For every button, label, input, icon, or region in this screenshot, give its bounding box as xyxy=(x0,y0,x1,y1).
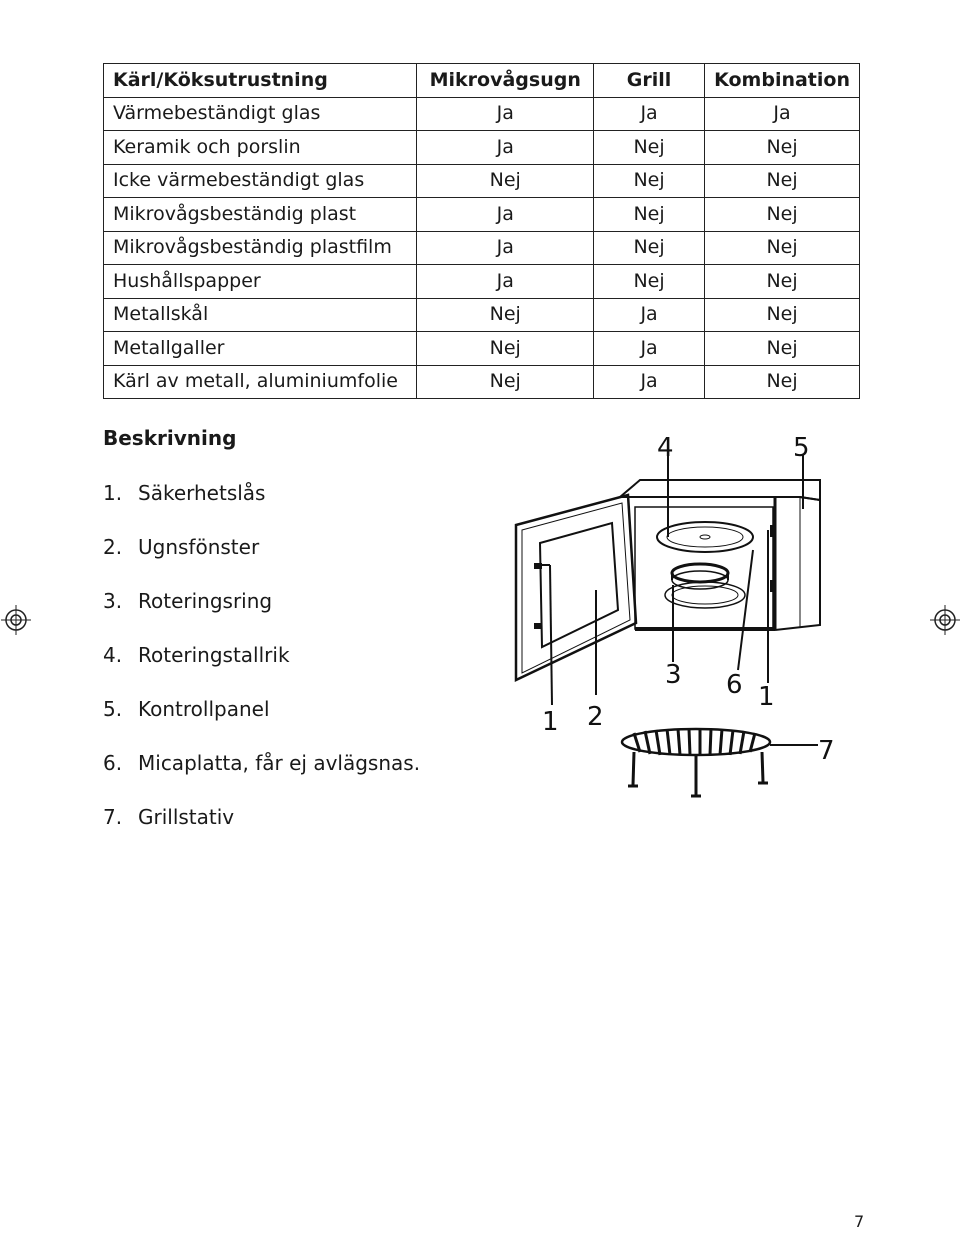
header-combination: Kombination xyxy=(705,64,860,98)
table-row xyxy=(104,164,860,198)
page-number: 7 xyxy=(854,1212,865,1231)
cell-grill: Nej xyxy=(594,231,705,265)
cell-grill: Nej xyxy=(594,265,705,299)
cell-combination: Nej xyxy=(705,198,860,232)
cell-grill: Nej xyxy=(594,198,705,232)
microwave-diagram xyxy=(500,425,860,815)
cell-cookware: Mikrovågsbeständig plast xyxy=(104,198,417,232)
cell-grill: Nej xyxy=(594,131,705,165)
item-number: 3. xyxy=(103,589,123,613)
item-label: Grillstativ xyxy=(138,805,235,829)
cell-microwave: Ja xyxy=(417,265,594,299)
cell-microwave: Ja xyxy=(417,131,594,165)
cell-cookware: Kärl av metall, aluminiumfolie xyxy=(104,365,417,399)
item-label: Kontrollpanel xyxy=(138,697,270,721)
callout-1-latch: 1 xyxy=(758,682,775,712)
item-number: 6. xyxy=(103,751,123,775)
cell-microwave: Ja xyxy=(417,198,594,232)
cell-combination: Nej xyxy=(705,131,860,165)
item-label: Roteringsring xyxy=(138,589,273,613)
table-row xyxy=(104,332,860,366)
header-microwave: Mikrovågsugn xyxy=(417,64,594,98)
section-title-description: Beskrivning xyxy=(103,426,237,450)
table-row xyxy=(104,298,860,332)
cell-combination: Nej xyxy=(705,332,860,366)
table-row xyxy=(104,365,860,399)
registration-mark-icon xyxy=(1,605,31,635)
table-row xyxy=(104,198,860,232)
cell-cookware: Keramik och porslin xyxy=(104,131,417,165)
cell-microwave: Ja xyxy=(417,231,594,265)
registration-mark-icon xyxy=(930,605,960,635)
item-label: Micaplatta, får ej avlägsnas. xyxy=(138,751,421,775)
item-number: 5. xyxy=(103,697,123,721)
list-item xyxy=(103,480,420,534)
cell-grill: Nej xyxy=(594,164,705,198)
cell-cookware: Metallskål xyxy=(104,298,417,332)
item-label: Ugnsfönster xyxy=(138,535,260,559)
header-grill: Grill xyxy=(594,64,705,98)
cell-microwave: Nej xyxy=(417,298,594,332)
cell-grill: Ja xyxy=(594,365,705,399)
item-number: 1. xyxy=(103,481,123,505)
list-item xyxy=(103,804,420,858)
list-item xyxy=(103,696,420,750)
cell-grill: Ja xyxy=(594,97,705,131)
item-label: Roteringstallrik xyxy=(138,643,290,667)
cell-grill: Ja xyxy=(594,332,705,366)
callout-labels xyxy=(542,433,835,766)
cell-combination: Nej xyxy=(705,231,860,265)
table-row xyxy=(104,231,860,265)
grill-rack-illustration xyxy=(622,729,770,796)
header-cookware: Kärl/Köksutrustning xyxy=(104,64,417,98)
table-header-row xyxy=(104,64,860,98)
cell-cookware: Icke värmebeständigt glas xyxy=(104,164,417,198)
callout-7: 7 xyxy=(818,736,835,766)
item-label: Säkerhetslås xyxy=(138,481,266,505)
item-number: 2. xyxy=(103,535,123,559)
cell-cookware: Hushållspapper xyxy=(104,265,417,299)
cell-microwave: Nej xyxy=(417,164,594,198)
cookware-compatibility-table xyxy=(103,63,860,399)
cell-cookware: Metallgaller xyxy=(104,332,417,366)
table-row xyxy=(104,265,860,299)
cell-combination: Nej xyxy=(705,365,860,399)
table-row xyxy=(104,131,860,165)
cell-cookware: Mikrovågsbeständig plastfilm xyxy=(104,231,417,265)
item-number: 4. xyxy=(103,643,123,667)
cell-grill: Ja xyxy=(594,298,705,332)
cell-cookware: Värmebeständigt glas xyxy=(104,97,417,131)
list-item xyxy=(103,534,420,588)
cell-microwave: Nej xyxy=(417,332,594,366)
callout-1-door: 1 xyxy=(542,707,559,737)
callout-3: 3 xyxy=(665,660,682,690)
item-number: 7. xyxy=(103,805,123,829)
cell-microwave: Nej xyxy=(417,365,594,399)
table-row xyxy=(104,97,860,131)
cell-microwave: Ja xyxy=(417,97,594,131)
callout-6: 6 xyxy=(726,670,743,700)
cell-combination: Ja xyxy=(705,97,860,131)
callout-4: 4 xyxy=(657,433,674,463)
callout-5: 5 xyxy=(793,433,810,463)
list-item xyxy=(103,750,420,804)
list-item xyxy=(103,588,420,642)
list-item xyxy=(103,642,420,696)
cell-combination: Nej xyxy=(705,164,860,198)
parts-list xyxy=(103,480,420,858)
cell-combination: Nej xyxy=(705,298,860,332)
callout-2: 2 xyxy=(587,702,604,732)
cell-combination: Nej xyxy=(705,265,860,299)
